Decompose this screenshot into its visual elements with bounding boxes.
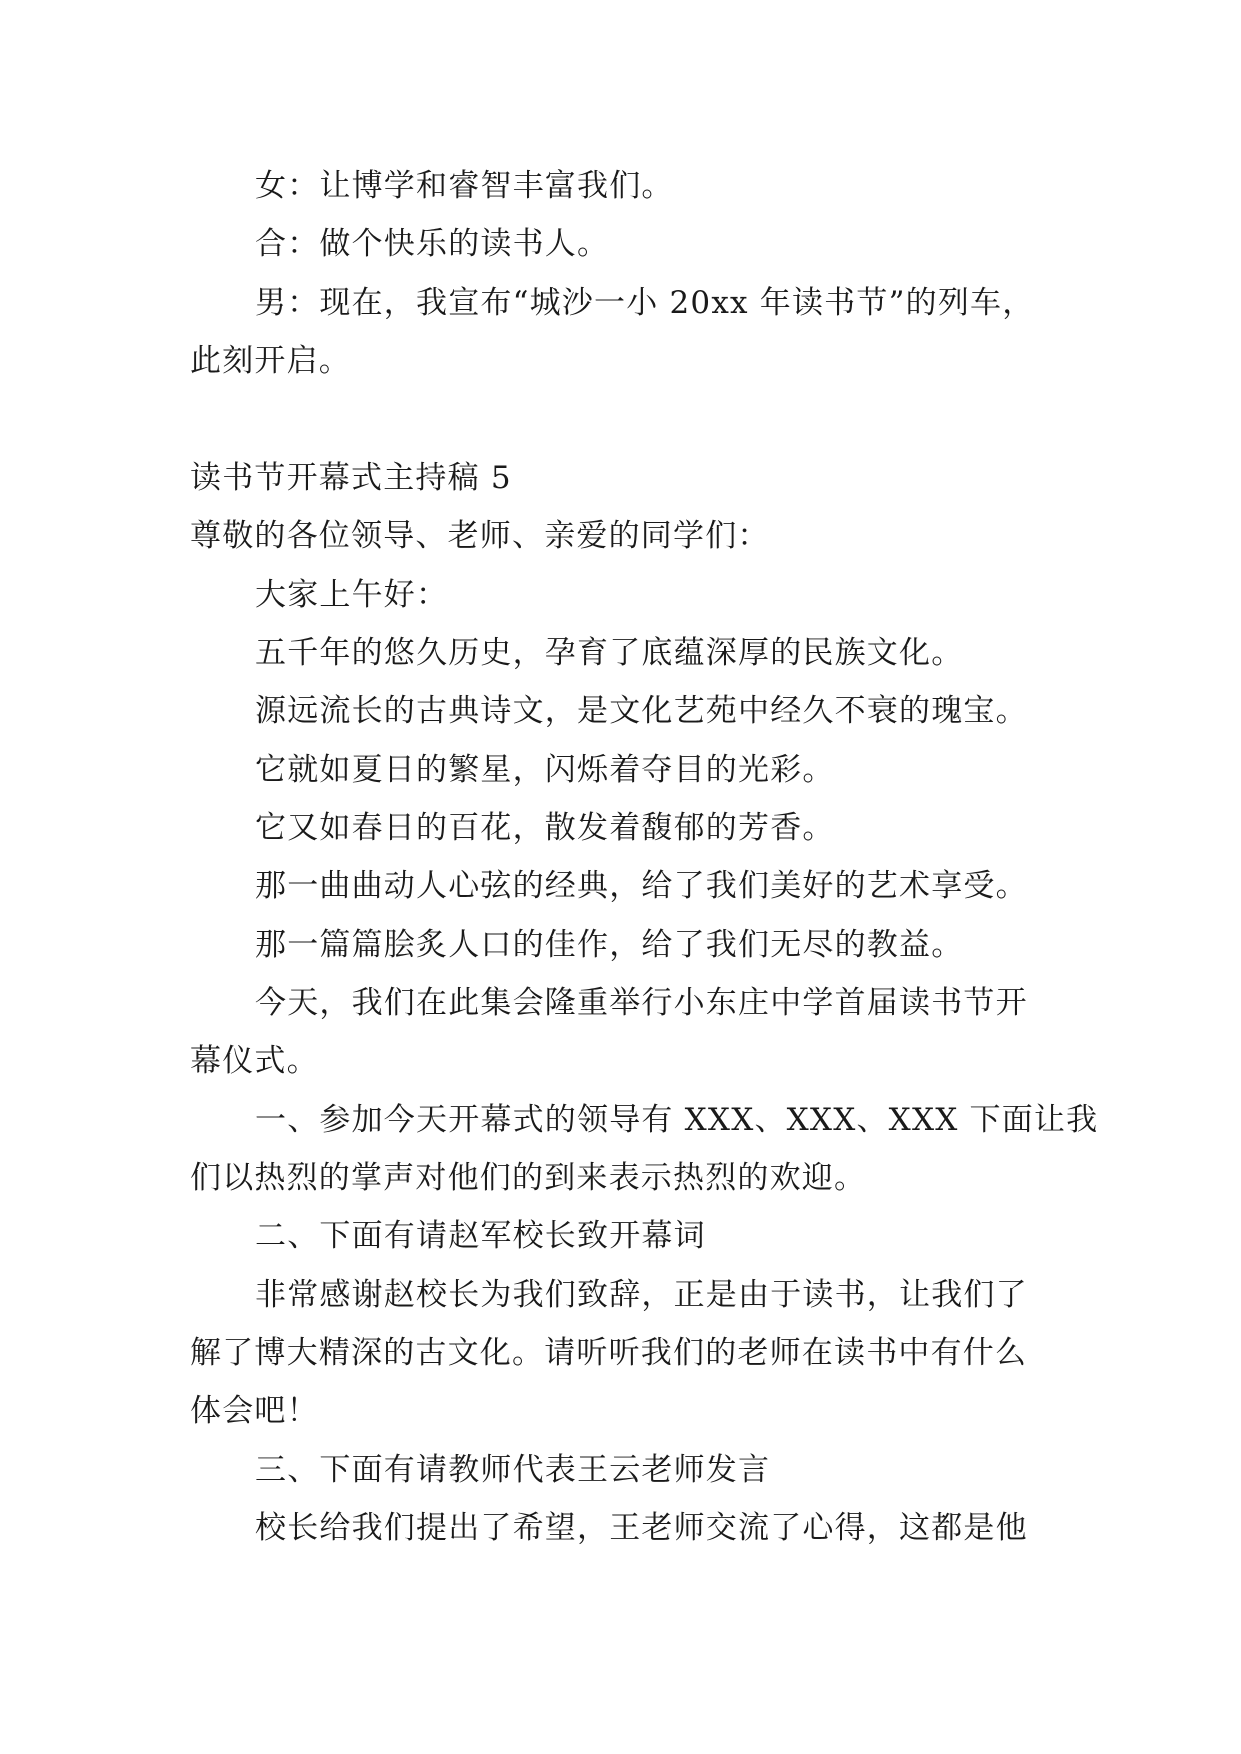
paragraph-line: 解了博大精深的古文化。请听听我们的老师在读书中有什么 [190,1335,1028,1371]
section-title: 读书节开幕式主持稿 5 [190,460,512,496]
paragraph-line: 源远流长的古典诗文，是文化艺苑中经久不衰的瑰宝。 [255,693,1028,729]
paragraph-line: 校长给我们提出了希望，王老师交流了心得，这都是他 [255,1510,1028,1546]
salutation: 尊敬的各位领导、老师、亲爱的同学们： [190,518,770,554]
paragraph-line: 此刻开启。 [190,343,351,379]
paragraph-line: 今天，我们在此集会隆重举行小东庄中学首届读书节开 [255,985,1028,1021]
paragraph-line: 那一曲曲动人心弦的经典，给了我们美好的艺术享受。 [255,868,1028,904]
dialogue-line-male: 男：现在，我宣布“城沙一小 20xx 年读书节”的列车， [255,285,1035,321]
paragraph-line: 幕仪式。 [190,1043,319,1079]
paragraph-line: 们以热烈的掌声对他们的到来表示热烈的欢迎。 [190,1160,867,1196]
paragraph-line: 一、参加今天开幕式的领导有 XXX、XXX、XXX 下面让我 [255,1102,1099,1138]
paragraph-line: 体会吧！ [190,1393,319,1429]
paragraph-line: 那一篇篇脍炙人口的佳作，给了我们无尽的教益。 [255,927,964,963]
paragraph-line: 它就如夏日的繁星，闪烁着夺目的光彩。 [255,752,835,788]
paragraph-line: 它又如春日的百花，散发着馥郁的芳香。 [255,810,835,846]
paragraph-line: 非常感谢赵校长为我们致辞，正是由于读书，让我们了 [255,1277,1028,1313]
dialogue-line-together: 合：做个快乐的读书人。 [255,226,610,262]
paragraph-line: 二、下面有请赵军校长致开幕词 [255,1218,706,1254]
paragraph-line: 五千年的悠久历史，孕育了底蕴深厚的民族文化。 [255,635,964,671]
dialogue-line-female: 女：让博学和睿智丰富我们。 [255,168,674,204]
greeting: 大家上午好： [255,577,449,613]
paragraph-line: 三、下面有请教师代表王云老师发言 [255,1452,771,1488]
